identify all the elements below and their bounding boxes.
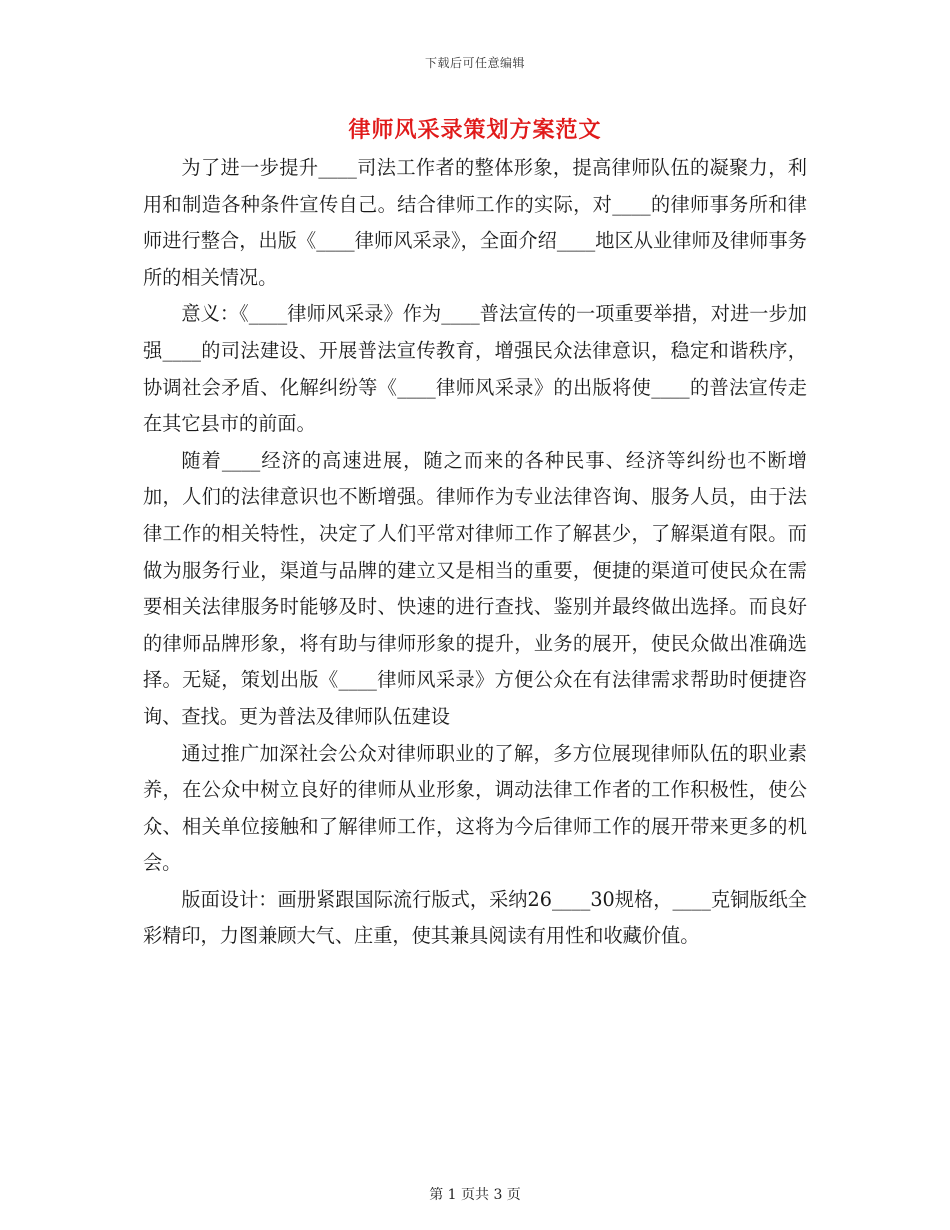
page-header-note: 下载后可任意编辑 [424,56,525,70]
paragraph-significance: 意义：《____律师风采录》作为____普法宣传的一项重要举措，对进一步加强____的司法建设、开展普法宣传教育，增强民众法律意识，稳定和谐秩序，协调社会矛盾、化解纠纷等《____律师风采录》的出版将使____的普法宣传走在其它县市的前面。 [143,302,807,436]
document-body [143,150,807,955]
paragraph-layout-design: 版面设计：画册紧跟国际流行版式，采纳26____30规格，____克铜版纸全彩精印，力图兼顾大气、庄重，使其兼具阅读有用性和收藏价值。 [143,887,807,948]
paragraph-promotion: 通过推广加深社会公众对律师职业的了解，多方位展现律师队伍的职业素养，在公众中树立良好的律师从业形象，调动法律工作者的工作积极性，使公众、相关单位接触和了解律师工作，这将为今后律师工作的展开带来更多的机会。 [143,741,807,875]
paragraph-intro: 为了进一步提升____司法工作者的整体形象，提高律师队伍的凝聚力，利用和制造各种条件宣传自己。结合律师工作的实际，对____的律师事务所和律师进行整合，出版《____律师风采录》，全面介绍____地区从业律师及律师事务所的相关情况。 [143,156,807,289]
paragraph-background: 随着____经济的高速进展，随之而来的各种民事、经济等纠纷也不断增加，人们的法律意识也不断增强。律师作为专业法律咨询、服务人员，由于法律工作的相关特性，决定了人们平常对律师工作了解甚少，了解渠道有限。而做为服务行业，渠道与品牌的建立又是相当的重要，便捷的渠道可使民众在需要相关法律服务时能够及时、快速的进行查找、鉴别并最终做出选择。而良好的律师品牌形象，将有助与律师形象的提升，业务的展开，使民众做出准确选择。无疑，策划出版《____律师风采录》方便公众在有法律需求帮助时便捷咨询、查找。更为普法及律师队伍建设 [143,448,807,728]
page-number: 第 1 页共 3 页 [429,1187,521,1203]
document-title: 律师风采录策划方案范文 [348,117,602,143]
